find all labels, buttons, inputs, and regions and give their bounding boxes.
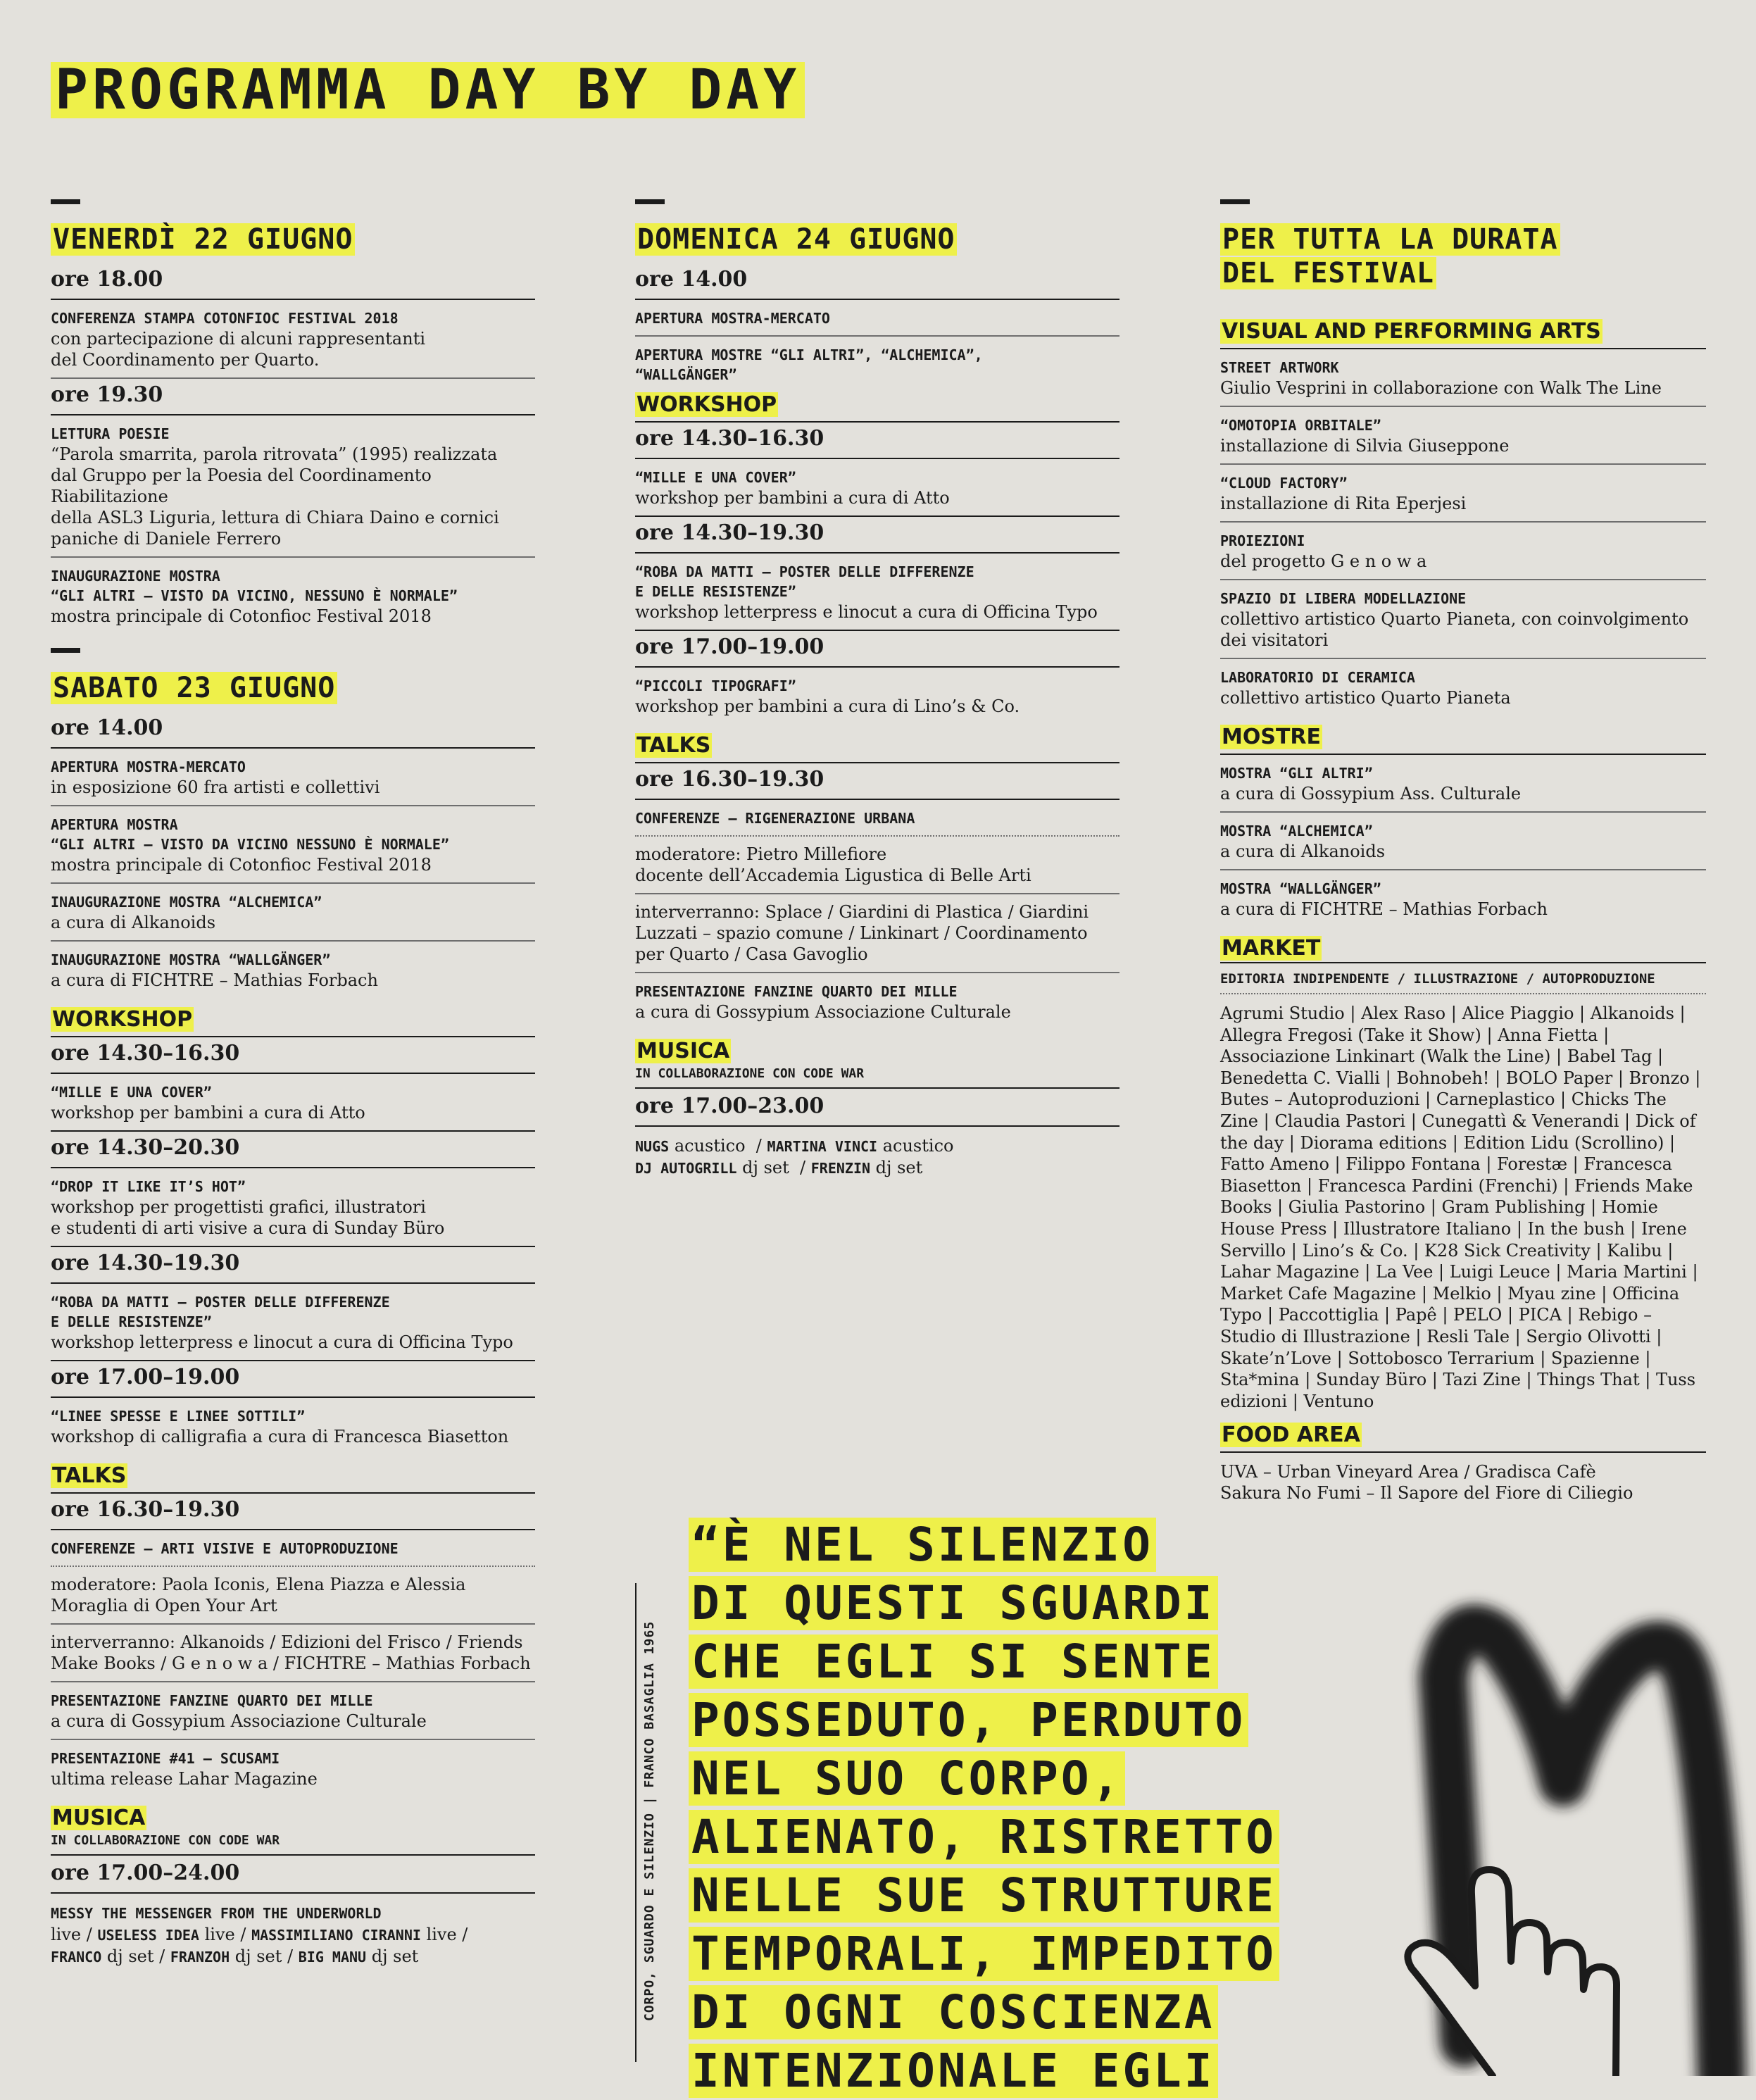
quote-line: CHE EGLI SI SENTE	[689, 1632, 1218, 1691]
music-lineup: NUGS acustico / MARTINA VINCI acustico DJ AUTOGRILL dj set / FRENZIN dj set	[635, 1136, 954, 1177]
quote-caption: CORPO, SGUARDO E SILENZIO | FRANCO BASAGLIA 1965	[642, 1620, 657, 2021]
quote-line: NELLE SUE STRUTTURE	[689, 1866, 1279, 1925]
event-item: PRESENTAZIONE #41 — SCUSAMI ultima release Lahar Magazine	[51, 1750, 318, 1789]
event-item: “CLOUD FACTORY” installazione di Rita Eperjesi	[1220, 465, 1706, 523]
time-slot: ore 18.00	[51, 263, 535, 300]
event-item: APERTURA MOSTRA-MERCATO	[635, 300, 1120, 337]
time-slot: ore 14.30–19.30	[51, 1247, 535, 1284]
section-musica-subtitle: IN COLLABORAZIONE CON CODE WAR	[51, 1832, 535, 1856]
event-item: CONFERENZE — RIGENERAZIONE URBANA	[635, 800, 1120, 837]
talk-speakers: interverranno: Splace / Giardini di Plastica / Giardini Luzzati – spazio comune / Linkinart / Coordinamento per Quarto / Casa Gavoglio	[635, 894, 1120, 973]
market-subtitle: EDITORIA INDIPENDENTE / ILLUSTRAZIONE / AUTOPRODUZIONE	[1220, 962, 1706, 994]
section-workshop: WORKSHOP	[51, 1006, 535, 1037]
time-slot: ore 14.00	[635, 263, 1120, 300]
quote-block	[689, 1515, 1435, 2100]
quote-line: ALIENATO, RISTRETTO	[689, 1808, 1279, 1866]
quote-line: NEL SUO CORPO,	[689, 1749, 1125, 1808]
event-item: LETTURA POESIE “Parola smarrita, parola ritrovata” (1995) realizzata dal Gruppo per la Poesia del Coordinamento Riabilitazione della ASL3 Liguria, lettura di Chiara Daino e cornici paniche di Daniele Ferrero	[51, 415, 535, 558]
quote-line: INTENZIONALE EGLI	[689, 2042, 1218, 2100]
quote-line: POSSEDUTO, PERDUTO	[689, 1691, 1248, 1749]
festival-heading: PER TUTTA LA DURATA DEL FESTIVAL	[1220, 223, 1706, 290]
quote-line: DI OGNI COSCIENZA	[689, 1983, 1218, 2042]
time-slot: ore 16.30–19.30	[51, 1494, 535, 1530]
day-heading-sunday: DOMENICA 24 GIUGNO	[635, 223, 1120, 256]
time-slot: ore 14.30–16.30	[51, 1037, 535, 1074]
column-whole-festival	[1220, 199, 1706, 1511]
music-lineup: MESSY THE MESSENGER FROM THE UNDERWORLD live / USELESS IDEA live / MASSIMILIANO CIRANNI live / FRANCO dj set / FRANZOH dj set / BIG MANU dj set	[51, 1905, 468, 1966]
column-friday-saturday	[51, 199, 535, 1976]
event-item: INAUGURAZIONE MOSTRA “WALLGÄNGER” a cura di FICHTRE – Mathias Forbach	[51, 951, 378, 990]
section-musica: MUSICA	[636, 1039, 730, 1063]
section-market: MARKET	[1222, 936, 1321, 961]
page-title: PROGRAMMA DAY BY DAY	[51, 62, 805, 118]
day-heading-friday: VENERDÌ 22 GIUGNO	[51, 223, 535, 256]
talk-speakers: interverranno: Alkanoids / Edizioni del Frisco / Friends Make Books / G e n o w a / FICHTRE – Mathias Forbach	[51, 1625, 535, 1682]
time-slot: ore 16.30–19.30	[635, 763, 1120, 800]
event-item: UVA – Urban Vineyard Area / Gradisca Cafè Sakura No Fumi – Il Sapore del Fiore di Ciliegio	[1220, 1462, 1633, 1504]
section-dash	[51, 648, 80, 653]
time-slot: ore 17.00–24.00	[51, 1857, 535, 1894]
artwork-illustration	[1380, 1549, 1756, 2076]
event-item: MOSTRA “GLI ALTRI” a cura di Gossypium Ass. Culturale	[1220, 755, 1706, 813]
section-workshop: WORKSHOP	[635, 392, 1120, 423]
quote-line: “È NEL SILENZIO	[689, 1515, 1156, 1574]
event-item: “MILLE E UNA COVER” workshop per bambini a cura di Atto	[51, 1074, 535, 1132]
quote-line: DI QUESTI SGUARDI	[689, 1574, 1218, 1632]
event-item: APERTURA MOSTRA-MERCATO in esposizione 60 fra artisti e collettivi	[51, 749, 535, 806]
event-item: APERTURA MOSTRA “GLI ALTRI — VISTO DA VICINO NESSUNO È NORMALE” mostra principale di Cotonfioc Festival 2018	[51, 806, 535, 884]
event-item: PRESENTAZIONE FANZINE QUARTO DEI MILLE a cura di Gossypium Associazione Culturale	[635, 983, 1011, 1022]
event-item: “MILLE E UNA COVER” workshop per bambini a cura di Atto	[635, 459, 1120, 517]
section-talks: TALKS	[635, 732, 1120, 763]
column-sunday	[635, 199, 1120, 1187]
quote-line: TEMPORALI, IMPEDITO	[689, 1925, 1279, 1983]
event-item: PROIEZIONI del progetto G e n o w a	[1220, 523, 1706, 580]
event-item: “LINEE SPESSE E LINEE SOTTILI” workshop di calligrafia a cura di Francesca Biasetton	[51, 1408, 509, 1446]
event-item: INAUGURAZIONE MOSTRA “ALCHEMICA” a cura di Alkanoids	[51, 884, 535, 942]
event-item: CONFERENZE — ARTI VISIVE E AUTOPRODUZIONE	[51, 1530, 535, 1567]
section-mostre: MOSTRE	[1220, 724, 1706, 755]
quote-divider	[635, 1583, 636, 2062]
time-slot: ore 14.30–19.30	[635, 517, 1120, 554]
section-musica: MUSICA	[52, 1806, 146, 1830]
event-item: MOSTRA “ALCHEMICA” a cura di Alkanoids	[1220, 813, 1706, 870]
time-slot: ore 14.00	[51, 712, 535, 749]
section-dash	[1220, 199, 1250, 204]
event-item: “DROP IT LIKE IT’S HOT” workshop per progettisti grafici, illustratori e studenti di arti visive a cura di Sunday Büro	[51, 1168, 535, 1247]
section-dash	[51, 199, 80, 204]
section-visual-arts: VISUAL AND PERFORMING ARTS	[1220, 318, 1706, 349]
event-item: “PICCOLI TIPOGRAFI” workshop per bambini a cura di Lino’s & Co.	[635, 677, 1020, 716]
event-item: “ROBA DA MATTI — POSTER DELLE DIFFERENZE E DELLE RESISTENZE” workshop letterpress e linocut a cura di Officina Typo	[635, 554, 1120, 631]
time-slot: ore 17.00–19.00	[51, 1361, 535, 1398]
day-heading-saturday: SABATO 23 GIUGNO	[51, 671, 535, 705]
section-food-area: FOOD AREA	[1220, 1422, 1706, 1453]
event-item: INAUGURAZIONE MOSTRA “GLI ALTRI — VISTO DA VICINO, NESSUNO È NORMALE” mostra principale di Cotonfioc Festival 2018	[51, 568, 458, 626]
time-slot: ore 14.30–20.30	[51, 1132, 535, 1168]
section-talks: TALKS	[51, 1463, 535, 1494]
event-item: MOSTRA “WALLGÄNGER” a cura di FICHTRE – Mathias Forbach	[1220, 880, 1548, 919]
talk-moderator: moderatore: Paola Iconis, Elena Piazza e Alessia Moraglia di Open Your Art	[51, 1567, 535, 1625]
market-exhibitors: Agrumi Studio | Alex Raso | Alice Piaggio | Alkanoids | Allegra Fregosi (Take it Show) | Anna Fietta | Associazione Linkinart (Walk the Line) | Babel Tag | Benedetta C. Vialli | Bohnobeh! | BOLO Paper | Bronzo | Butes – Autoproduzioni | Carneplastico | Chicks The Zine | Claudia Pastori | Cunegattì & Venerandi | Dick of the day | Diorama editions | Edition Lidu (Scrollino) | Fatto Ameno | Filippo Fontana | Forestæ | Francesca Biasetton | Francesca Pardini (Frenchi) | Friends Make Books | Giulia Pastorino | Gram Publishing | Homie House Press | Illustratore Italiano | In the bush | Irene Servillo | Lino’s & Co. | K28 Sick Creativity | Kalibu | Lahar Magazine | La Vee | Luigi Leuce | Maria Martini | Market Cafe Magazine | Melkio | Myau zine | Officina Typo | Paccottiglia | Papê | PELO | PICA | Rebigo – Studio di Illustrazione | Resli Tale | Sergio Olivotti | Skate’n’Love | Sottobosco Terrarium | Spazienne | Sta*mina | Sunday Büro | Tazi Zine | Things That | Tuss edizioni | Ventuno	[1220, 1004, 1701, 1411]
event-item: “ROBA DA MATTI — POSTER DELLE DIFFERENZE E DELLE RESISTENZE” workshop letterpress e linocut a cura di Officina Typo	[51, 1284, 535, 1361]
section-dash	[635, 199, 665, 204]
event-item: PRESENTAZIONE FANZINE QUARTO DEI MILLE a cura di Gossypium Associazione Culturale	[51, 1682, 535, 1740]
event-item: LABORATORIO DI CERAMICA collettivo artistico Quarto Pianeta	[1220, 669, 1511, 708]
event-item: CONFERENZA STAMPA COTONFIOC FESTIVAL 2018 con partecipazione di alcuni rappresentanti del Coordinamento per Quarto.	[51, 300, 535, 379]
time-slot: ore 14.30–16.30	[635, 423, 1120, 459]
time-slot: ore 19.30	[51, 379, 535, 415]
section-musica-subtitle: IN COLLABORAZIONE CON CODE WAR	[635, 1065, 1120, 1089]
event-item: STREET ARTWORK Giulio Vesprini in collaborazione con Walk The Line	[1220, 349, 1706, 407]
time-slot: ore 17.00–19.00	[635, 631, 1120, 668]
talk-moderator: moderatore: Pietro Millefiore docente dell’Accademia Ligustica di Belle Arti	[635, 837, 1120, 894]
event-item: SPAZIO DI LIBERA MODELLAZIONE collettivo artistico Quarto Pianeta, con coinvolgimento dei visitatori	[1220, 580, 1706, 659]
time-slot: ore 17.00–23.00	[635, 1090, 1120, 1127]
event-item: “OMOTOPIA ORBITALE” installazione di Silvia Giuseppone	[1220, 407, 1706, 465]
event-item: APERTURA MOSTRE “GLI ALTRI”, “ALCHEMICA”, “WALLGÄNGER”	[635, 346, 983, 383]
